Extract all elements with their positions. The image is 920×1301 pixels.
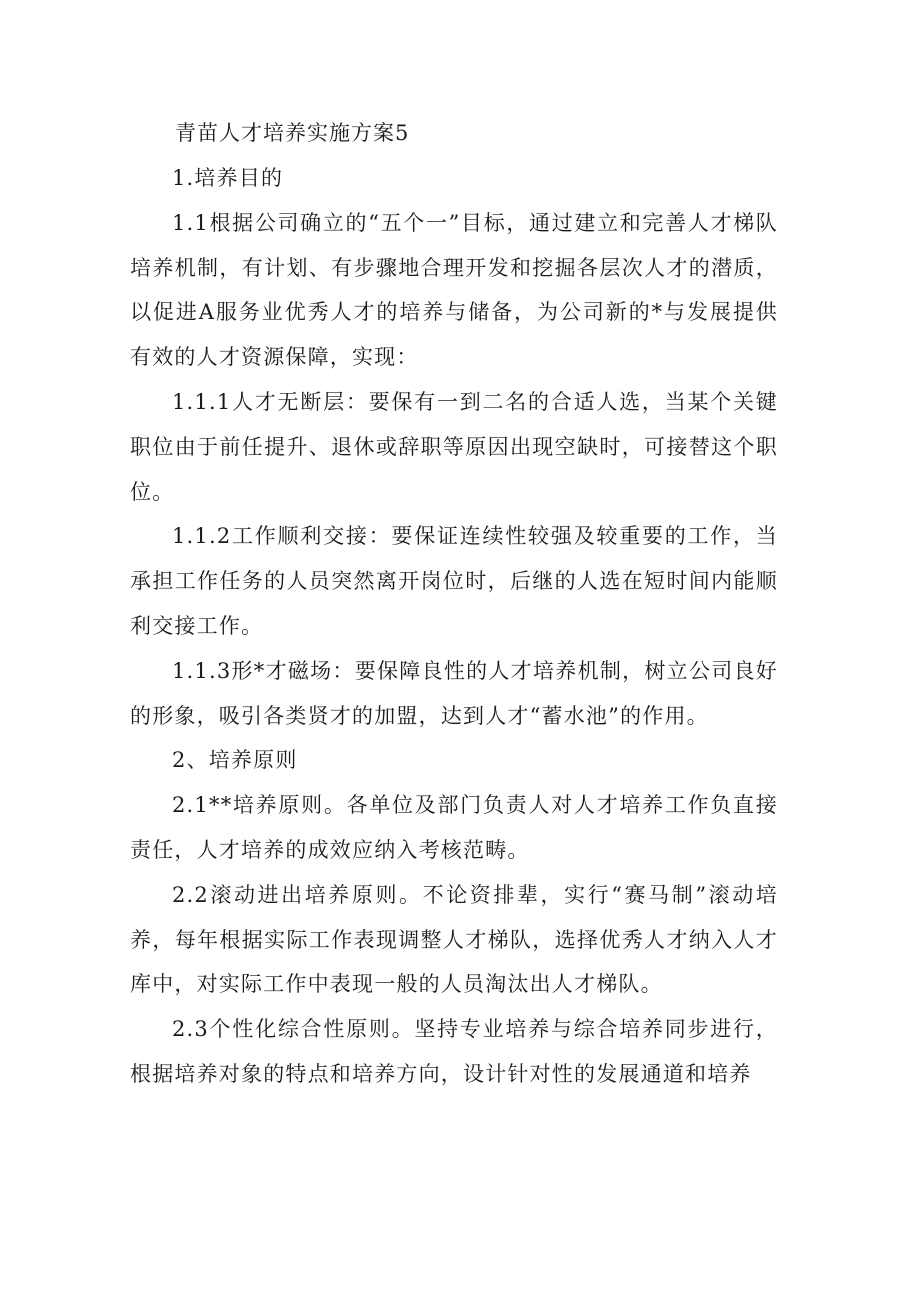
paragraph-1-1-3: 1.1.3形*才磁场：要保障良性的人才培养机制，树立公司良好的形象，吸引各类贤才的加盟，达到人才“蓄水池”的作用。 xyxy=(130,658,778,728)
paragraph-1-1: 1.1根据公司确立的“五个一”目标，通过建立和完善人才梯队培养机制，有计划、有步骤地合理开发和挖掘各层次人才的潜质，以促进A服务业优秀人才的培养与储备，为公司新的*与发展提供有效的人才资源保障，实现： xyxy=(130,210,778,370)
document-title: 青苗人才培养实施方案5 xyxy=(175,121,410,145)
paragraph-1-1-2: 1.1.2工作顺利交接：要保证连续性较强及较重要的工作，当承担工作任务的人员突然离开岗位时，后继的人选在短时间内能顺利交接工作。 xyxy=(130,524,778,638)
document-body xyxy=(130,156,778,1097)
paragraph-2-2: 2.2滚动进出培养原则。不论资排辈，实行“赛马制”滚动培养，每年根据实际工作表现调整人才梯队，选择优秀人才纳入人才库中，对实际工作中表现一般的人员淘汰出人才梯队。 xyxy=(130,882,778,997)
paragraph-2-1: 2.1**培养原则。各单位及部门负责人对人才培养工作负直接责任，人才培养的成效应纳入考核范畴。 xyxy=(130,793,778,862)
paragraph-2-3: 2.3个性化综合性原则。坚持专业培养与综合培养同步进行，根据培养对象的特点和培养方向，设计针对性的发展通道和培养 xyxy=(130,1017,778,1086)
paragraph-1-1-1: 1.1.1人才无断层：要保有一到二名的合适人选，当某个关键职位由于前任提升、退休或辞职等原因出现空缺时，可接替这个职位。 xyxy=(130,389,778,504)
section-heading-principles: 2、培养原则 xyxy=(172,748,298,773)
section-heading-purpose: 1.培养目的 xyxy=(172,166,284,190)
